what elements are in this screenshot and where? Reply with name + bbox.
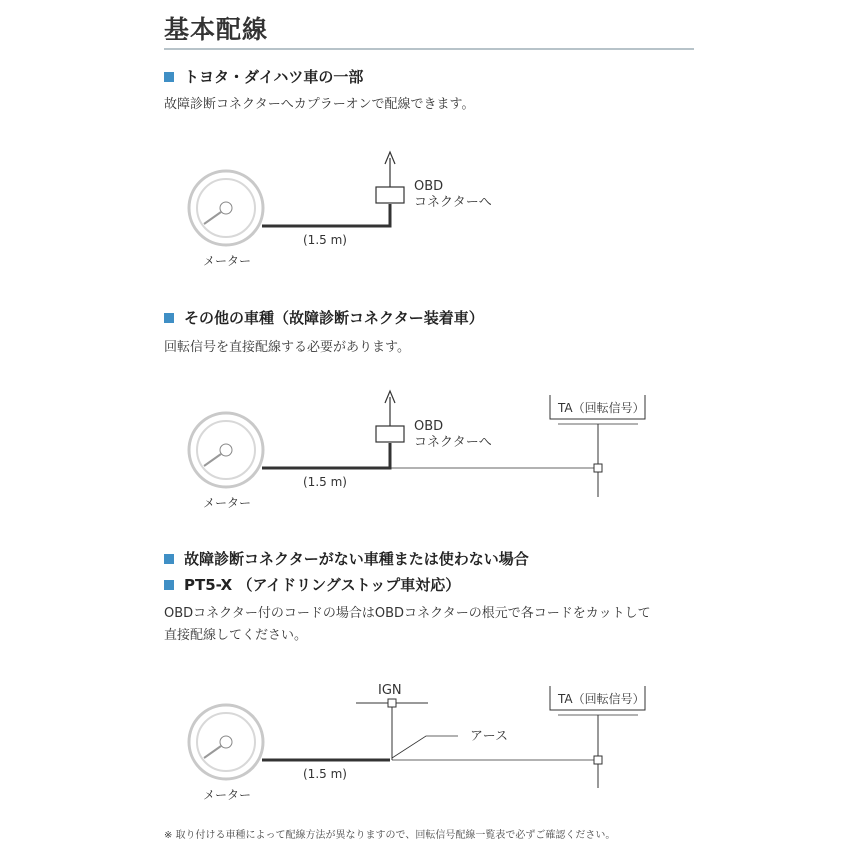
- meter-cable: [262, 204, 390, 226]
- diagram-1: [189, 152, 492, 268]
- splice-connector: [594, 756, 602, 764]
- diagram-3: [189, 683, 645, 802]
- obd-connector: [376, 426, 404, 442]
- ign-splice-connector: [388, 699, 396, 707]
- cable-length-label: (1.5 m): [303, 233, 347, 247]
- section-3-description-line2: 直接配線してください。: [164, 628, 308, 643]
- meter-label: メーター: [203, 788, 252, 802]
- section-2-heading-text: その他の車種（故障診断コネクター装着車）: [184, 309, 484, 327]
- meter-gauge-icon: [189, 171, 263, 245]
- section-3-description-line1: OBDコネクター付のコードの場合はOBDコネクターの根元で各コードをカットして: [164, 606, 651, 621]
- meter-label: メーター: [203, 496, 252, 510]
- page-title: 基本配線: [164, 15, 269, 44]
- section-1-description: 故障診断コネクターへカプラーオンで配線できます。: [164, 97, 475, 112]
- meter-cable: [262, 443, 390, 468]
- obd-label-line1: OBD: [414, 179, 444, 194]
- obd-label-line2: コネクターへ: [414, 435, 492, 450]
- footnote: ※ 取り付ける車種によって配線方法が異なりますので、回転信号配線一覧表で必ずご確認ください。: [164, 830, 616, 841]
- ground-label: アース: [470, 729, 508, 744]
- section-1-heading-text: トヨタ・ダイハツ車の一部: [184, 68, 364, 86]
- ta-label: TA（回転信号）: [558, 692, 645, 706]
- obd-label-line1: OBD: [414, 419, 444, 434]
- cable-length-label: (1.5 m): [303, 767, 347, 781]
- cable-length-label: (1.5 m): [303, 475, 347, 489]
- meter-gauge-icon: [189, 413, 263, 487]
- diagram-2: [189, 391, 645, 510]
- obd-connector: [376, 187, 404, 203]
- section-2-description: 回転信号を直接配線する必要があります。: [164, 340, 410, 355]
- ground-wire: [392, 736, 458, 758]
- meter-gauge-icon: [189, 705, 263, 779]
- splice-connector: [594, 464, 602, 472]
- ta-label: TA（回転信号）: [558, 401, 645, 415]
- section-3-heading-text: 故障診断コネクターがない車種または使わない場合: [184, 550, 529, 568]
- ign-label: IGN: [378, 683, 402, 698]
- section-3-subheading-text: PT5-X （アイドリングストップ車対応）: [184, 576, 461, 594]
- obd-label-line2: コネクターへ: [414, 195, 492, 210]
- meter-label: メーター: [203, 254, 252, 268]
